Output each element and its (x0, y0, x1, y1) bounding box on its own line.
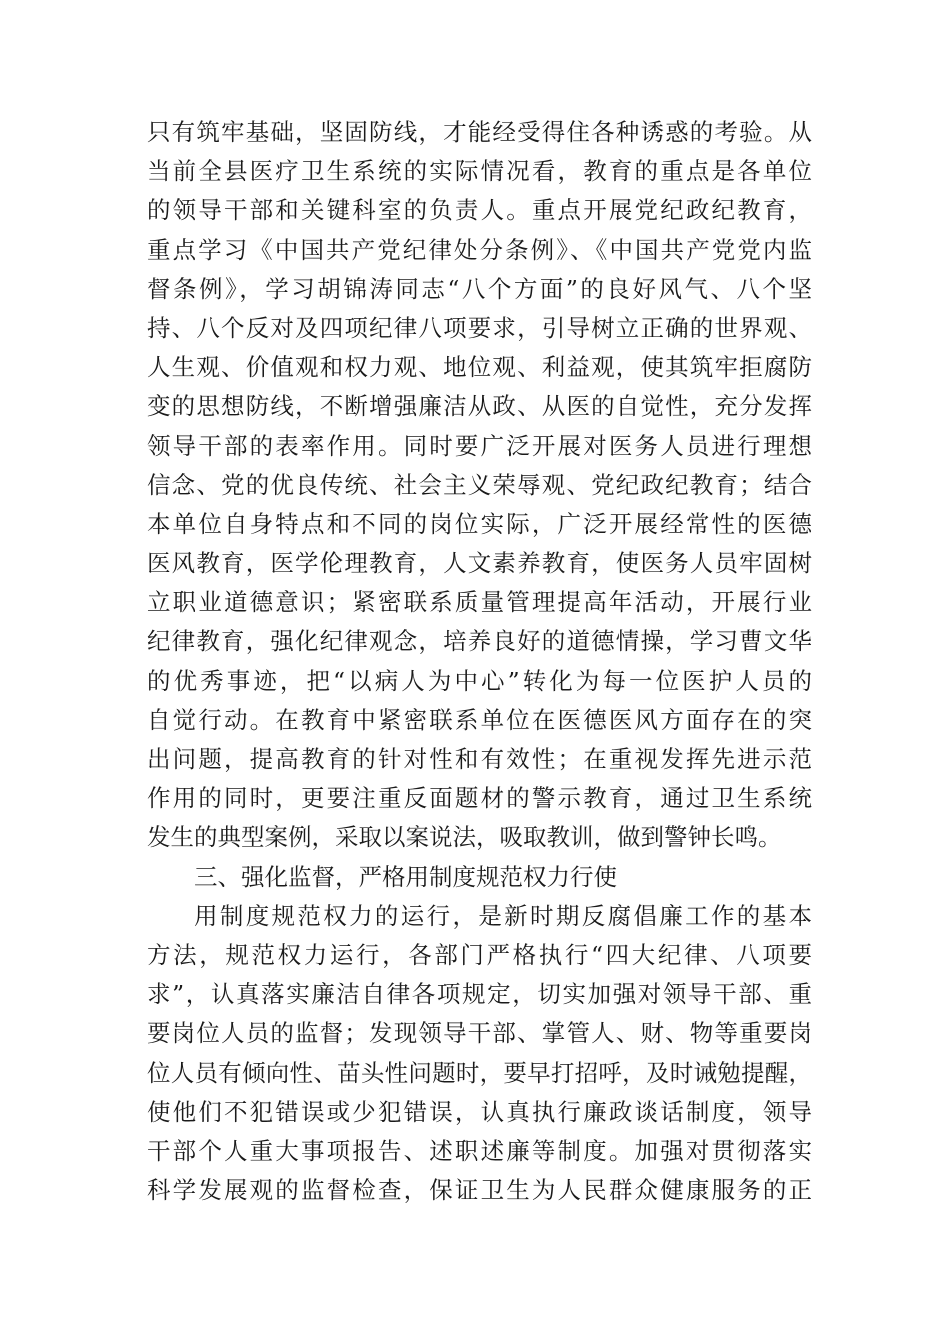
text-line: 使他们不犯错误或少犯错误，认真执行廉政谈话制度，领导 (147, 1097, 812, 1126)
text-line: 作用的同时，更要注重反面题材的警示教育，通过卫生系统 (147, 784, 812, 813)
text-line: 立职业道德意识；紧密联系质量管理提高年活动，开展行业 (147, 588, 812, 617)
text-line: 的优秀事迹，把“以病人为中心”转化为每一位医护人员的 (147, 666, 812, 695)
text-line: 干部个人重大事项报告、述职述廉等制度。加强对贯彻落实 (147, 1136, 812, 1165)
text-line: 发生的典型案例，采取以案说法，吸取教训，做到警钟长鸣。 (147, 823, 782, 852)
section-heading: 三、强化监督，严格用制度规范权力行使 (194, 862, 617, 891)
text-line: 持、八个反对及四项纪律八项要求，引导树立正确的世界观、 (147, 313, 812, 342)
text-line: 变的思想防线，不断增强廉洁从政、从医的自觉性，充分发挥 (147, 392, 812, 421)
text-line: 当前全县医疗卫生系统的实际情况看，教育的重点是各单位 (147, 157, 812, 186)
text-line: 自觉行动。在教育中紧密联系单位在医德医风方面存在的突 (147, 705, 812, 734)
text-line: 要岗位人员的监督；发现领导干部、掌管人、财、物等重要岗 (147, 1019, 812, 1048)
text-line: 科学发展观的监督检查，保证卫生为人民群众健康服务的正 (147, 1176, 812, 1205)
text-line: 方法，规范权力运行，各部门严格执行“四大纪律、八项要 (147, 940, 812, 969)
text-line: 求”，认真落实廉洁自律各项规定，切实加强对领导干部、重 (147, 980, 812, 1009)
text-line: 人生观、价值观和权力观、地位观、利益观，使其筑牢拒腐防 (147, 353, 812, 382)
text-line: 用制度规范权力的运行，是新时期反腐倡廉工作的基本 (194, 901, 812, 930)
text-line: 本单位自身特点和不同的岗位实际，广泛开展经常性的医德 (147, 509, 812, 538)
text-line: 重点学习《中国共产党纪律处分条例》、《中国共产党党内监 (147, 235, 812, 264)
text-line: 医风教育，医学伦理教育，人文素养教育，使医务人员牢固树 (147, 549, 812, 578)
text-line: 的领导干部和关键科室的负责人。重点开展党纪政纪教育， (147, 196, 812, 225)
text-line: 信念、党的优良传统、社会主义荣辱观、党纪政纪教育；结合 (147, 470, 812, 499)
text-line: 领导干部的表率作用。同时要广泛开展对医务人员进行理想 (147, 431, 812, 460)
text-line: 只有筑牢基础，坚固防线，才能经受得住各种诱惑的考验。从 (147, 118, 812, 146)
document-body (147, 113, 812, 1210)
text-line: 位人员有倾向性、苗头性问题时，要早打招呼，及时诫勉提醒， (147, 1058, 812, 1087)
text-line: 督条例》，学习胡锦涛同志“八个方面”的良好风气、八个坚 (147, 274, 812, 303)
text-line: 出问题，提高教育的针对性和有效性；在重视发挥先进示范 (147, 745, 812, 773)
text-line: 纪律教育，强化纪律观念，培养良好的道德情操，学习曹文华 (147, 627, 812, 656)
